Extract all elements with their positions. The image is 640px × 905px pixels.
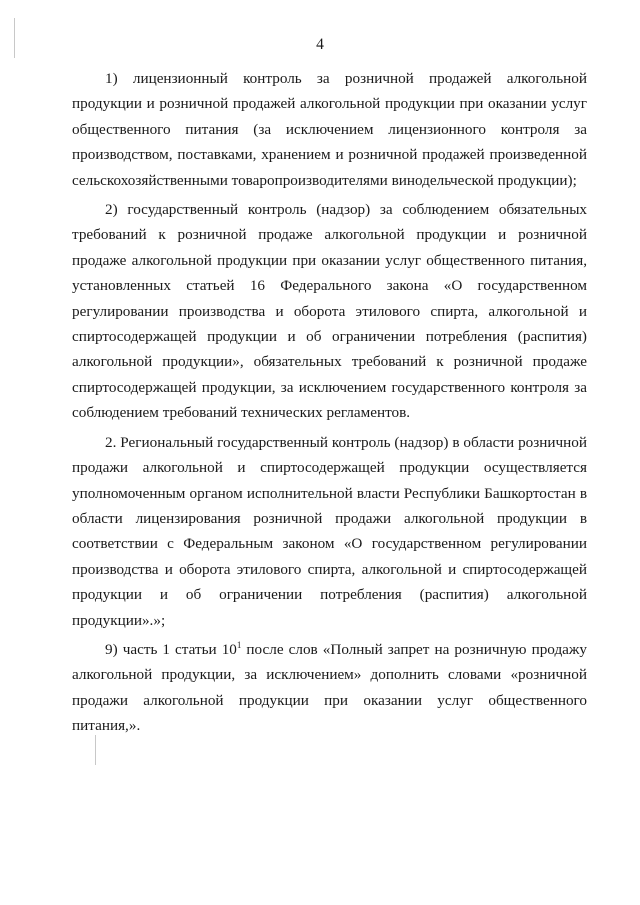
scan-mark-left-top — [14, 18, 15, 58]
paragraph-item-2: 2) государственный контроль (надзор) за соблюдением обязательных требований к розничной продаже алкогольной продукции и розничной продаже алкогольной продукции при оказании услуг общественного питания, установленных статьей 16 Федерального закона «О государственном регулировании производства и оборота этилового спирта, алкогольной и спиртосодержащей продукции и об ограничении потребления (распития) алкогольной продукции», обязательных требований к розничной продаже спиртосодержащей продукции, за исключением государственного контроля за соблюдением требований технических регламентов. — [72, 201, 587, 422]
paragraph-item-9 — [72, 637, 587, 739]
document-body — [72, 66, 587, 743]
superscript-index: 1 — [236, 639, 242, 650]
scan-mark-left-middle — [95, 735, 96, 765]
paragraph-item-9-before: 9) часть 1 статьи 10 — [105, 640, 237, 658]
page-number: 4 — [316, 36, 324, 53]
paragraph-part-2: 2. Региональный государственный контроль (надзор) в области розничной продажи алкогольной и спиртосодержащей продукции осуществляется уполномоченным органом исполнительной власти Республики Башкортостан в области лицензирования розничной продажи алкогольной продукции в соответствии с Федеральным законом «О государственном регулировании производства и оборота этилового спирта, алкогольной и спиртосодержащей продукции и об ограничении потребления (распития) алкогольной продукции».»; — [72, 433, 587, 629]
paragraph-item-9-after: после слов «Полный запрет на розничную продажу алкогольной продукции, за исключением» дополнить словами «розничной продажи алкогольной продукции при оказании услуг общественного питания,». — [72, 640, 588, 735]
paragraph-item-1: 1) лицензионный контроль за розничной продажей алкогольной продукции и розничной продажей алкогольной продукции при оказании услуг общественного питания (за исключением лицензионного контроля за производством, поставками, хранением и розничной продажей произведенной сельскохозяйственными товаропроизводителями винодельческой продукции); — [72, 70, 587, 189]
